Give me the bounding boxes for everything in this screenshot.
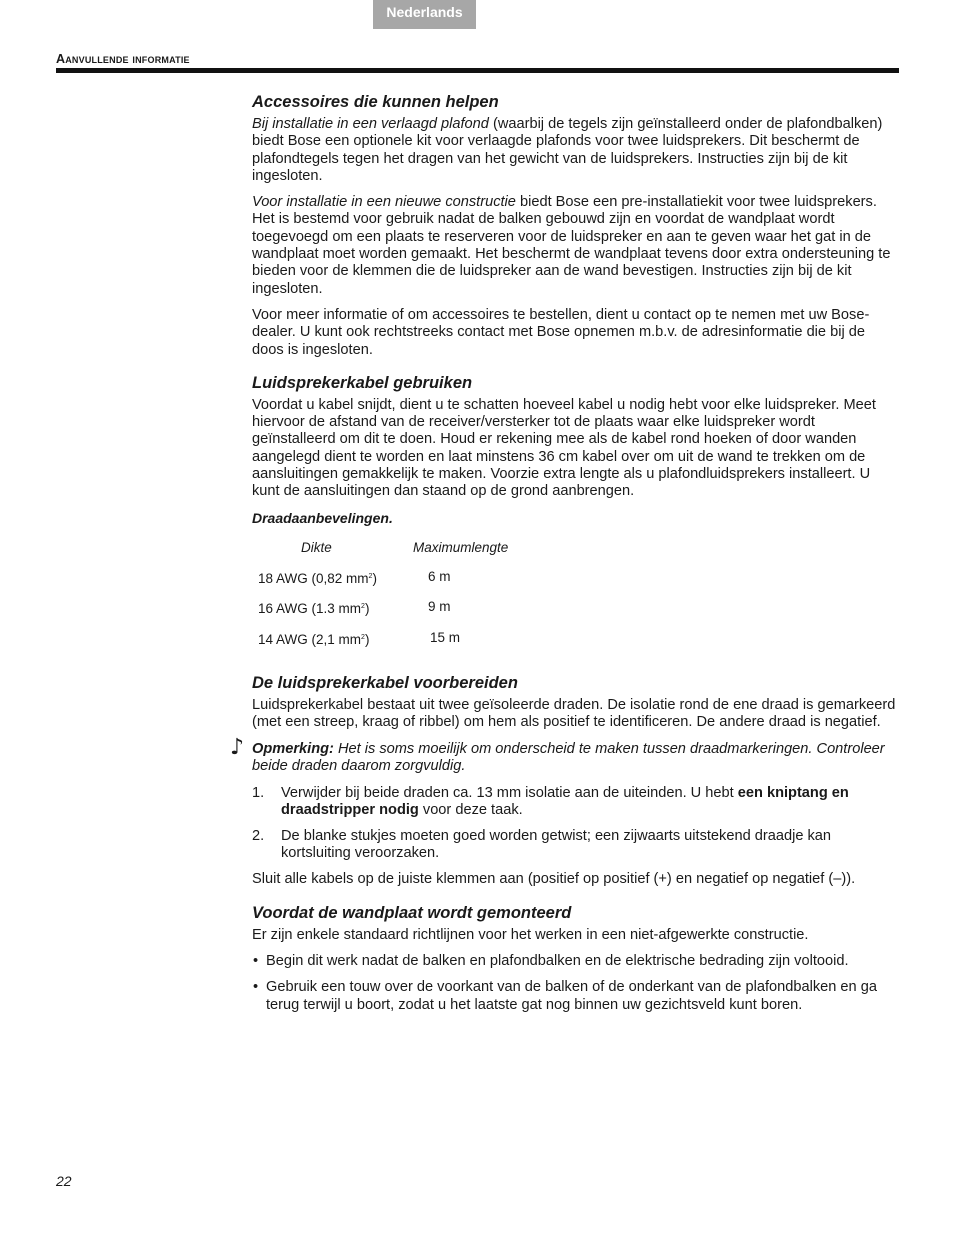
- header-rule: [56, 68, 899, 73]
- prepare-heading: De luidsprekerkabel voorbereiden: [252, 673, 518, 692]
- prepare-closing: Sluit alle kabels op de juiste klemmen aan (positief op positief (+) en negatief op negatief (–)).: [252, 871, 856, 888]
- steps-list: [252, 785, 900, 862]
- prepare-section: [230, 673, 900, 889]
- wire-recommendations-label: Draadaanbevelingen.: [252, 509, 393, 526]
- wire-table-length-cell: 6 m: [428, 568, 451, 584]
- accessories-p1-lead: Bij installatie in een verlaagd plafond: [252, 116, 489, 132]
- wire-table-length-cell: 9 m: [428, 598, 451, 614]
- accessories-p1-body: (waarbij de tegels zijn geïnstalleerd onder de plafondbalken) biedt Bose een optionele kit voor verlaagde plafonds voor twee luidsprekers. Dit beschermt de plafondtegels tegen het dragen van het gewicht van de luidsprekers. Instructies zijn bij de kit ingesloten.: [252, 116, 883, 184]
- language-tab: Nederlands: [373, 0, 476, 29]
- note-text: Het is soms moeilijk om onderscheid te maken tussen draadmarkeringen. Controleer beide draden daarom zorgvuldig.: [252, 740, 885, 774]
- list-item: 2. De blanke stukjes moeten goed worden getwist; een zijwaarts uitstekend draadje kan kortsluiting veroorzaken.: [252, 827, 832, 862]
- wire-table-gauge-cell: 14 AWG (2,1 $mm^2$): [258, 631, 370, 647]
- accessories-p2-lead: Voor installatie in een nieuwe constructie: [252, 194, 516, 211]
- list-item: • Begin dit werk nadat de balken en plafondbalken en de elektrische bedrading zijn voltooid.: [252, 953, 900, 970]
- wallplate-bullets: [252, 953, 900, 1014]
- wire-table-header-gauge: Dikte: [301, 539, 332, 555]
- accessories-section: [252, 92, 900, 359]
- prepare-paragraph: Luidsprekerkabel bestaat uit twee geïsoleerde draden. De isolatie rond de ene draad is gemarkeerd (met een streep, kraag of ribbel) om hem als positief te identificeren. De andere draad is negatief.: [252, 696, 896, 731]
- page-number: 22: [56, 1173, 72, 1189]
- cable-section: [252, 373, 900, 659]
- wire-table-gauge-cell: 16 AWG (1.3 $mm^2$): [258, 600, 370, 616]
- accessories-paragraph-2: [252, 194, 900, 298]
- accessories-p2-body: biedt Bose een pre-installatiekit voor twee luidsprekers. Het is bestemd voor gebruik nadat de balken gebouwd zijn en voordat de wandplaat wordt toegevoegd om een plaats te reserveren voor de luidspreker en aan te geven waar het gat in de wandplaat moet worden gemaakt. Het beschermt de wandplaat tevens door extra ondersteuning te bieden voor de klemmen die de luidspreker aan de wand bevestigen. Instructies zijn bij de kit ingesloten.: [252, 194, 891, 297]
- wallplate-heading: Voordat de wandplaat wordt gemonteerd: [252, 903, 572, 922]
- wire-table-header-length: Maximumlengte: [413, 539, 509, 555]
- accessories-paragraph-1: [252, 116, 900, 185]
- list-item: • Gebruik een touw over de voorkant van de balken of de onderkant van de plafondbalken en ga terug terwijl u boort, zodat u het laatste gat nog binnen uw gezichtsveld kunt boren.: [252, 979, 900, 1014]
- cable-paragraph: Voordat u kabel snijdt, dient u te schatten hoeveel kabel u nodig hebt voor elke luidspreker. Meet hiervoor de afstand van de receiver/versterker tot de plaats waar elke luidspreker wordt geïnstalleerd om dit te doen. Houd er rekening mee als de kabel rond hoeken of door wanden aangelegd dient te worden en laat minstens 36 cm kabel over om uit de wand te trekken om de aansluitingen gemakkelijk te maken. Voorzie extra lengte als u plafondluidsprekers installeert. U kunt de aansluitingen dan staand op de grond aanbrengen.: [252, 396, 876, 500]
- wallplate-paragraph: Er zijn enkele standaard richtlijnen voor het werken in een niet-afgewerkte constructie.: [252, 926, 809, 943]
- note-block: [230, 734, 900, 776]
- accessories-heading: Accessoires die kunnen helpen: [252, 93, 499, 111]
- accessories-paragraph-3: Voor meer informatie of om accessoires te bestellen, dient u contact op te nemen met uw Bose-dealer. U kunt ook rechtstreeks contact met Bose opnemen m.b.v. de adresinformatie die bij de doos is ingesloten.: [252, 306, 870, 358]
- wire-table: [258, 539, 900, 659]
- wallplate-section: [252, 903, 900, 1014]
- cable-heading: Luidsprekerkabel gebruiken: [252, 373, 473, 392]
- main-content: [230, 92, 900, 1023]
- music-note-icon: ♪: [230, 734, 245, 760]
- section-header: Aanvullende informatie: [56, 52, 190, 66]
- wire-table-gauge-cell: 18 AWG (0,82 $mm^2$): [258, 570, 377, 586]
- note-label: Opmerking:: [252, 740, 334, 757]
- wire-table-length-cell: 15 m: [430, 629, 461, 645]
- list-item: 1. Verwijder bij beide draden ca. 13 mm isolatie aan de uiteinden. U hebt een kniptang en draadstripper nodig voor deze taak.: [252, 785, 849, 819]
